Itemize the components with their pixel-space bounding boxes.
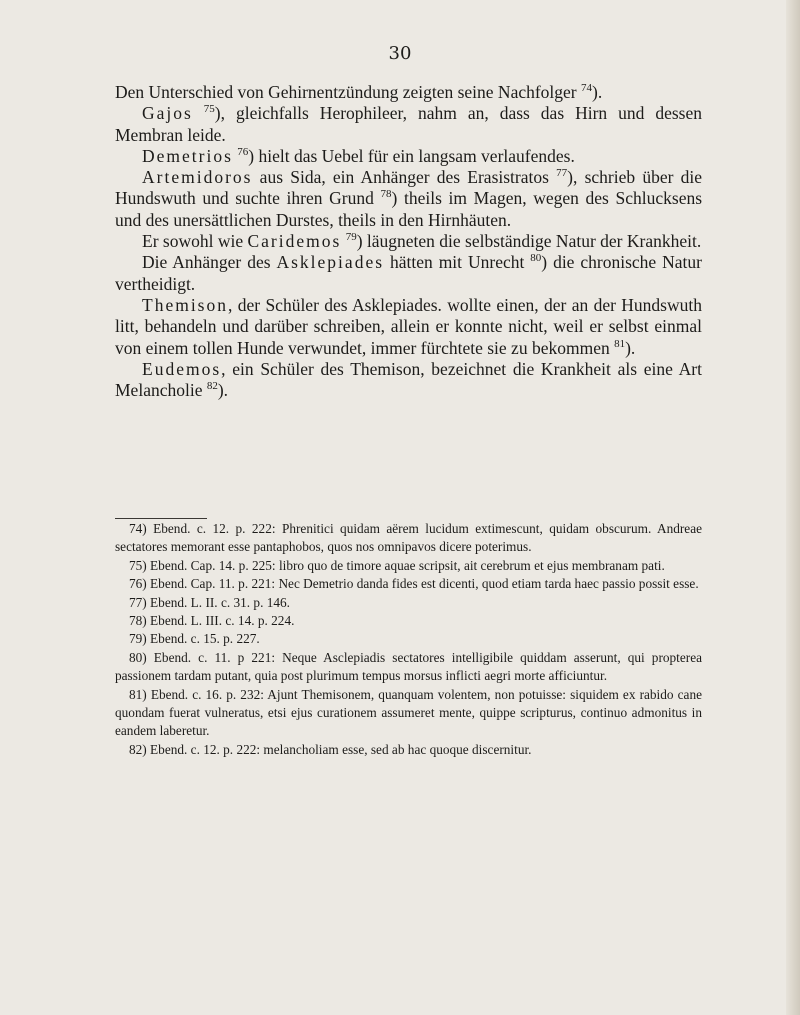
- footnote-ref-81[interactable]: 81: [614, 337, 626, 350]
- paragraph-text: ).: [625, 337, 636, 358]
- footnote-ref-82[interactable]: 82: [206, 380, 218, 393]
- footnote-ref-80[interactable]: 80: [530, 252, 542, 265]
- paragraph-6: [115, 252, 702, 295]
- paragraph-text: Den Unterschied von Gehirnentzündung zeigten seine Nachfolger: [115, 82, 577, 102]
- paragraph-text: ).: [592, 82, 603, 102]
- person-name-gajos: Gajos: [142, 103, 193, 124]
- footnote-81: 81) Ebend. c. 16. p. 232: Ajunt Themisonem, quanquam volentem, non potuisse: siquidem ex rabido cane quondam fuerat vulneratus, etsi ejus curationem assumeret mente, quippe scripturus, continuo admonitus in eandem laberetur.: [115, 686, 702, 739]
- person-name-demetrios: Demetrios: [142, 145, 233, 166]
- paragraph-7: [115, 295, 702, 359]
- footnotes: [115, 520, 702, 759]
- footnote-ref-75[interactable]: 75: [203, 103, 215, 116]
- paragraph-text: ) hielt das Uebel für ein langsam verlaufendes.: [248, 145, 575, 166]
- footnote-ref-77[interactable]: 77: [556, 167, 568, 180]
- paragraph-3: [115, 146, 702, 167]
- paragraph-1: [115, 82, 702, 103]
- footnote-74: 74) Ebend. c. 12. p. 222: Phrenitici quidam aërem lucidum extimescunt, quidam obscurum. Andreae sectatores memorant esse pantaphobos, quos nos omnipavos dicere poterimus.: [115, 521, 702, 555]
- person-name-eudemos: Eudemos: [142, 358, 222, 379]
- footnote-78: 78) Ebend. L. III. c. 14. p. 224.: [129, 613, 295, 629]
- page-edge: [786, 0, 800, 1015]
- paragraph-text: , ein Schüler des Themison, bezeichnet die Krankheit als eine Art Melancholie: [115, 358, 702, 401]
- footnote-ref-79[interactable]: 79: [345, 231, 357, 244]
- person-name-asklepiades: Asklepiades: [276, 252, 385, 273]
- paragraph-text: hätten mit Unrecht: [389, 252, 525, 273]
- person-name-artemidoros: Artemidoros: [142, 167, 253, 188]
- paragraph-text: ) theils im Magen, wegen des Schlucksens und des unersättlichen Durstes, theils in den Hirnhäuten.: [115, 188, 703, 230]
- footnote-77: 77) Ebend. L. II. c. 31. p. 146.: [129, 594, 291, 610]
- footnote-76: 76) Ebend. Cap. 11. p. 221: Nec Demetrio danda fides est dicenti, quod etiam tarda haec passio possit esse.: [129, 576, 699, 592]
- paragraph-text: ), schrieb über die Hundswuth und suchte ihren Grund: [115, 167, 703, 209]
- footnote-80: 80) Ebend. c. 11. p 221: Neque Asclepiadis sectatores intelligibile quiddam asserunt, qui propterea passionem tardam putant, quia post plurimum tempus morsus inflicti aegri morte afficiuntur.: [115, 649, 702, 684]
- main-text: [115, 82, 702, 401]
- footnote-ref-76[interactable]: 76: [237, 145, 249, 158]
- paragraph-text: ) läugneten die selbständige Natur der Krankheit.: [356, 231, 702, 252]
- paragraph-text: ) die chronische Natur vertheidigt.: [115, 252, 702, 294]
- paragraph-text: Die Anhänger des: [142, 252, 271, 273]
- paragraph-text: ), gleichfalls Herophileer, nahm an, dass das Hirn und dessen Membran leide.: [115, 103, 702, 145]
- person-name-themison: Themison: [142, 294, 228, 315]
- person-name-caridemos: Caridemos: [247, 231, 342, 252]
- footnote-ref-78[interactable]: 78: [380, 188, 392, 201]
- paragraph-text: ).: [217, 380, 229, 401]
- paragraph-4: [115, 167, 702, 231]
- footnote-ref-74[interactable]: 74: [581, 82, 593, 94]
- paragraph-text: aus Sida, ein Anhänger des Erasistratos: [252, 167, 549, 188]
- paragraph-text: , der Schüler des Asklepiades. wollte einen, der an der Hundswuth litt, behandeln und darüber schreiben, allein er konnte nicht, weil er selbst einmal von einem tollen Hunde verwundet, immer fürchtete sie zu bekommen: [115, 294, 702, 358]
- paragraph-text: Er sowohl wie: [142, 231, 244, 252]
- page-number: 30: [388, 43, 412, 64]
- paragraph-2: [115, 103, 702, 146]
- paragraph-8: [115, 359, 702, 402]
- footnote-75: 75) Ebend. Cap. 14. p. 225: libro quo de timore aquae scripsit, ait cerebrum et ejus membranam pati.: [129, 557, 665, 573]
- footnote-79: 79) Ebend. c. 15. p. 227.: [129, 631, 260, 647]
- footnote-separator: [115, 518, 207, 519]
- footnote-82: 82) Ebend. c. 12. p. 222: melancholiam esse, sed ab hac quoque discernitur.: [129, 741, 532, 757]
- paragraph-5: [115, 231, 702, 252]
